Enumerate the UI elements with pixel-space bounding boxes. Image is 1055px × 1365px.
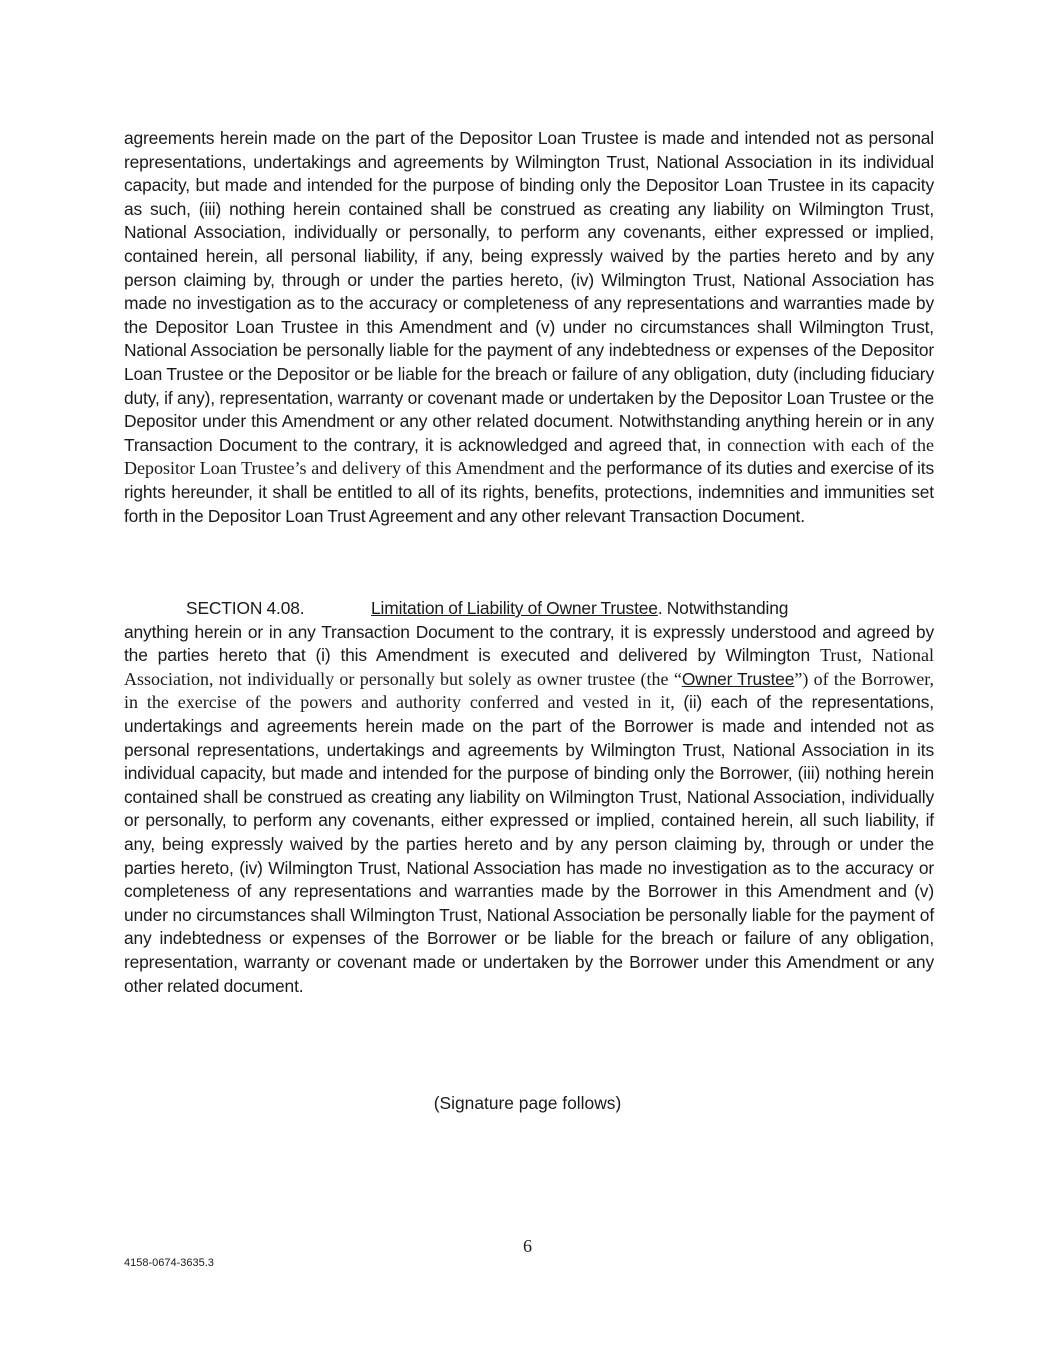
defined-term-owner-trustee: Owner Trustee bbox=[681, 668, 795, 689]
section-4-08-paragraph bbox=[124, 597, 934, 998]
section-title: Limitation of Liability of Owner Trustee bbox=[371, 598, 658, 618]
section-heading bbox=[124, 597, 934, 621]
paragraph-text-serif: connection with each of the Depositor Loan Trustee’s and delivery of this Amendment and the bbox=[124, 434, 934, 479]
section-text-serif: ”) of the Borrower, in the exercise of the powers and authority conferred and vested in it, bbox=[124, 668, 934, 713]
section-title-end: . Notwithstanding bbox=[657, 598, 789, 618]
section-text: anything herein or in any Transaction Document to the contrary, it is expressly understood and agreed by the parties hereto that (i) this Amendment is executed and delivered by Wilmington bbox=[124, 621, 934, 666]
paragraph-depositor-loan-trustee-liability bbox=[124, 127, 934, 528]
signature-page-note: (Signature page follows) bbox=[433, 1093, 622, 1113]
section-text: (ii) each of the representations, undertakings and agreements herein made on the part of the Borrower is made and intended not as personal representations, undertakings and agreements by Wilmington Trust, National Association in its individual capacity, but made and intended for the purpose of binding only the Borrower, (iii) nothing herein contained shall be construed as creating any liability on Wilmington Trust, National Association, individually or personally, to perform any covenants, either expressed or implied, contained herein, all such liability, if any, being expressly waived by the parties hereto and by any person claiming by, through or under the parties hereto, (iv) Wilmington Trust, National Association has made no investigation as to the accuracy or completeness of any representations and warranties made by the Borrower in this Amendment and (v) under no circumstances shall Wilmington Trust, National Association be personally liable for the payment of any indebtedness or expenses of the Borrower or be liable for the breach or failure of any obligation, representation, warranty or covenant made or undertaken by the Borrower under this Amendment or any other related document. bbox=[124, 692, 934, 996]
paragraph-text: performance of its duties and exercise of its rights hereunder, it shall be entitled to all of its rights, benefits, protections, indemnities and immunities set forth in the Depositor Loan Trust Agreement and any other relevant Transaction Document. bbox=[124, 458, 934, 526]
page-number: 6 bbox=[523, 1236, 532, 1256]
section-text-serif: Trust, National Association, not individually or personally but solely as owner trustee (the “ bbox=[124, 645, 934, 689]
section-number: SECTION 4.08. bbox=[186, 598, 305, 618]
document-id: 4158-0674-3635.3 bbox=[124, 1257, 214, 1269]
paragraph-text: agreements herein made on the part of the Depositor Loan Trustee is made and intended not as personal representations, undertakings and agreements by Wilmington Trust, National Association in its individual capacity, but made and intended for the purpose of binding only the Depositor Loan Trustee in its capacity as such, (iii) nothing herein contained shall be construed as creating any liability on Wilmington Trust, National Association, individually or personally, to perform any covenants, either expressed or implied, contained herein, all personal liability, if any, being expressly waived by the parties hereto and by any person claiming by, through or under the parties hereto, (iv) Wilmington Trust, National Association has made no investigation as to the accuracy or completeness of any representations and warranties made by the Depositor Loan Trustee in this Amendment and (v) under no circumstances shall Wilmington Trust, National Association be personally liable for the payment of any indebtedness or expenses of the Depositor Loan Trustee or the Depositor or be liable for the breach or failure of any obligation, duty (including fiduciary duty, if any), representation, warranty or covenant made or undertaken by the Depositor Loan Trustee or the Depositor under this Amendment or any other related document. Notwithstanding anything herein or in any Transaction Document to the contrary, it is acknowledged and agreed that, in bbox=[124, 128, 934, 455]
